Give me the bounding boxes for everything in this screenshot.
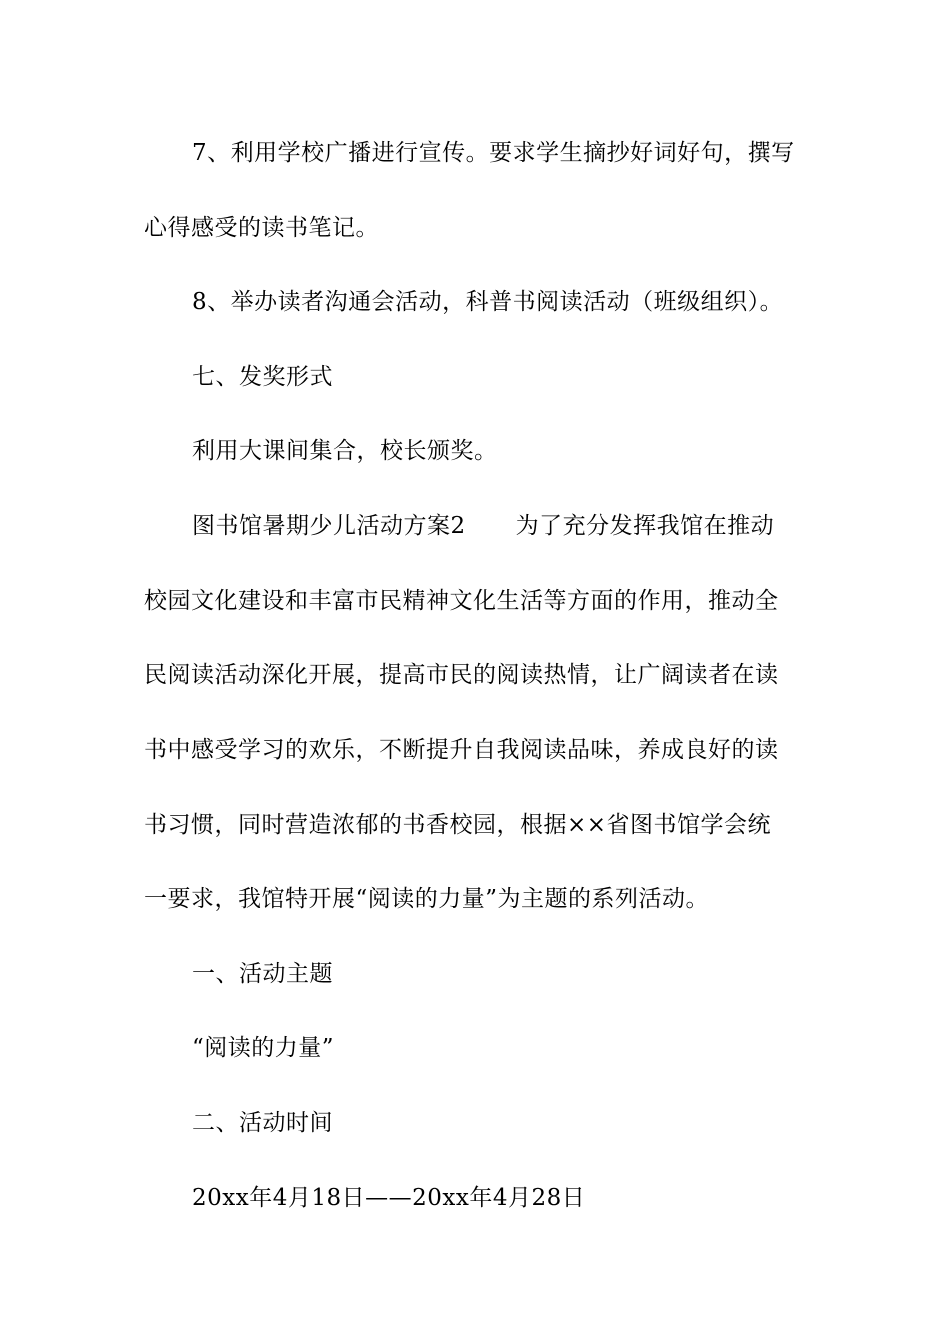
plan-title-line bbox=[192, 511, 774, 541]
paragraph-line-5: 利用大课间集合，校长颁奖。 bbox=[192, 438, 498, 464]
paragraph-line-8: 民阅读活动深化开展，提高市民的阅读热情，让广阔读者在读 bbox=[144, 662, 779, 688]
section-heading-time: 二、活动时间 bbox=[192, 1110, 333, 1136]
paragraph-line-3: 8、举办读者沟通会活动，科普书阅读活动（班级组织）。 bbox=[192, 289, 784, 315]
paragraph-line-11: 一要求，我馆特开展“阅读的力量”为主题的系列活动。 bbox=[144, 886, 710, 912]
paragraph-line-7: 校园文化建设和丰富市民精神文化生活等方面的作用，推动全 bbox=[144, 588, 779, 614]
plan-title: 图书馆暑期少儿活动方案2 bbox=[192, 513, 466, 539]
section-heading-award: 七、发奖形式 bbox=[192, 364, 333, 390]
paragraph-line-1: 7、利用学校广播进行宣传。要求学生摘抄好词好句，撰写 bbox=[192, 140, 795, 166]
theme-text: “阅读的力量” bbox=[192, 1035, 335, 1061]
paragraph-line-10: 书习惯，同时营造浓郁的书香校园，根据××省图书馆学会统 bbox=[144, 812, 772, 838]
section-heading-theme: 一、活动主题 bbox=[192, 961, 333, 987]
paragraph-line-2: 心得感受的读书笔记。 bbox=[144, 215, 379, 241]
plan-intro-start: 为了充分发挥我馆在推动 bbox=[515, 513, 775, 539]
date-range: 20xx年4月18日——20xx年4月28日 bbox=[192, 1185, 586, 1211]
paragraph-line-9: 书中感受学习的欢乐，不断提升自我阅读品味，养成良好的读 bbox=[144, 737, 779, 763]
